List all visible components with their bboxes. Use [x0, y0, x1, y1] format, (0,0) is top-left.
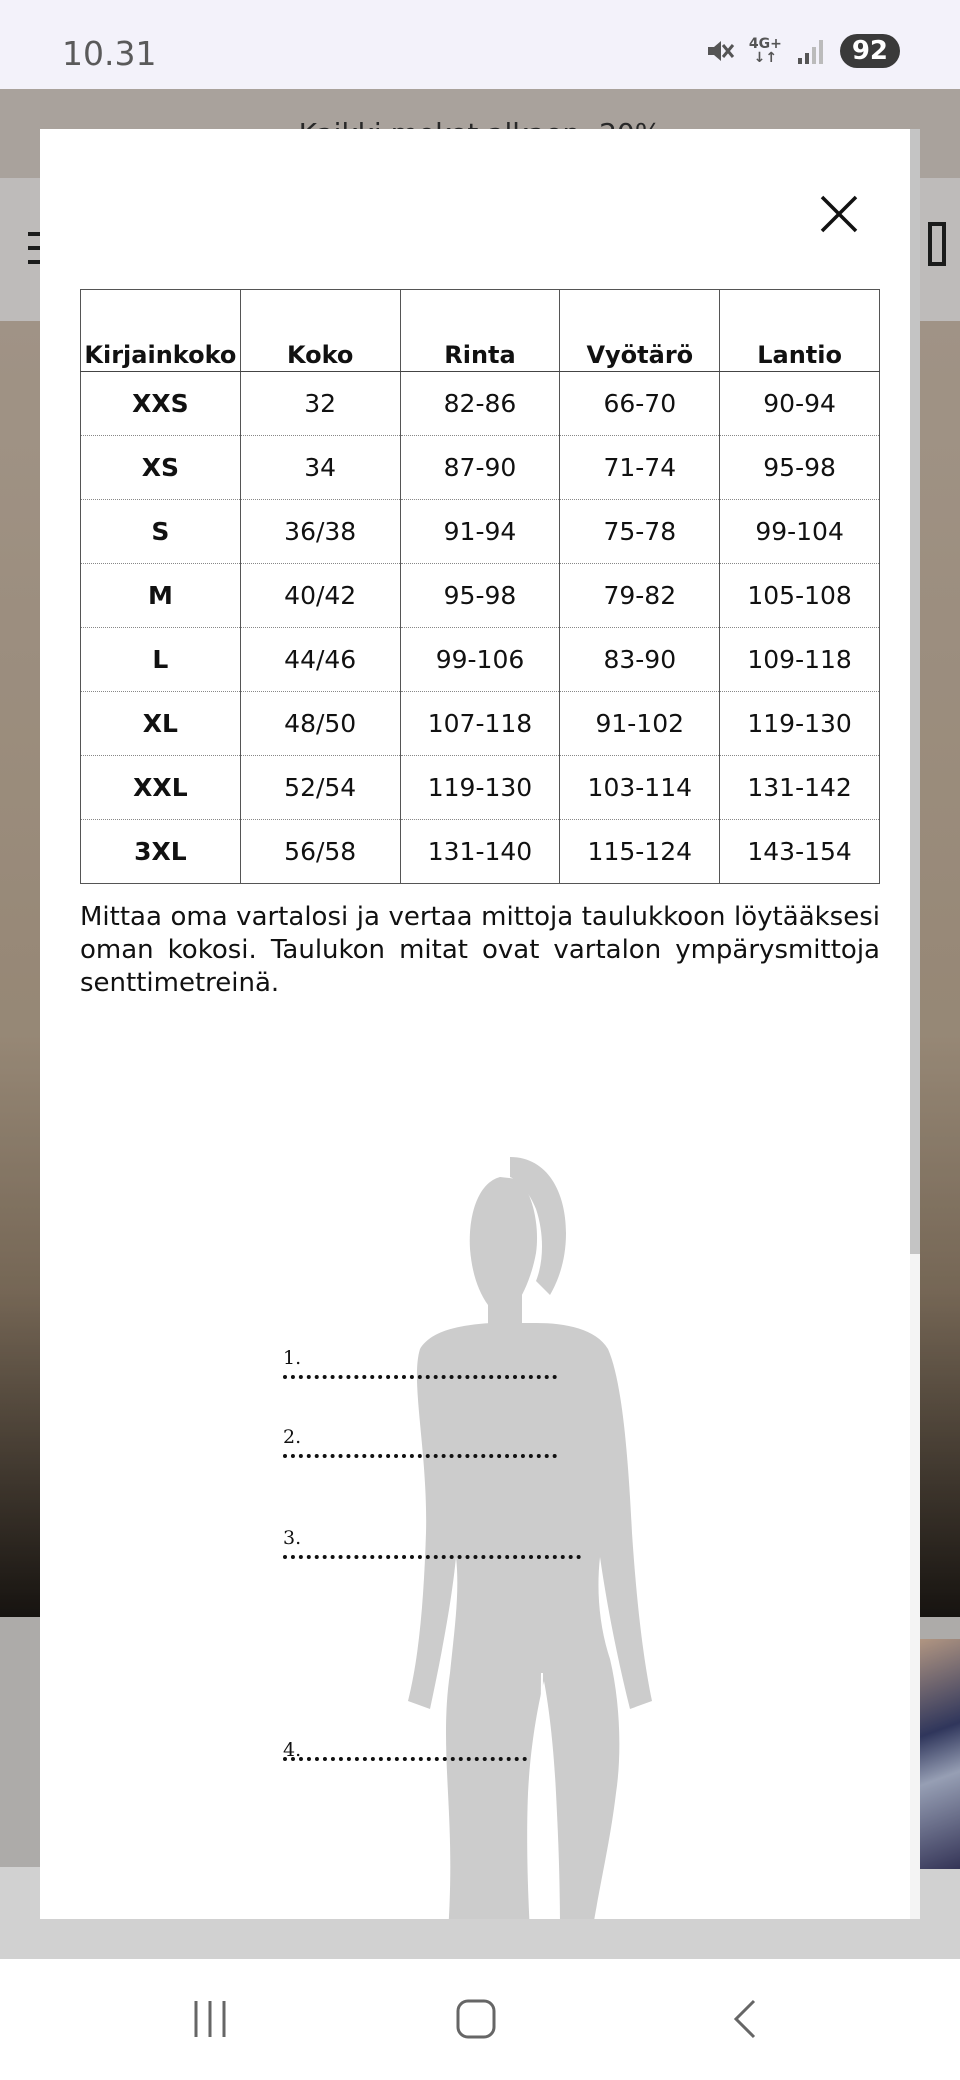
- measurement-line: [283, 1739, 527, 1761]
- chest-cell: 131-140: [400, 820, 560, 884]
- measurement-line: [283, 1347, 557, 1379]
- letter-size-cell: 3XL: [81, 820, 241, 884]
- mute-icon: [705, 36, 735, 66]
- size-cell: 44/46: [240, 628, 400, 692]
- signal-icon: [796, 36, 826, 66]
- column-header: Vyötärö: [560, 290, 720, 372]
- column-header: Kirjainkoko: [81, 290, 241, 372]
- waist-cell: 115-124: [560, 820, 720, 884]
- waist-cell: 79-82: [560, 564, 720, 628]
- hip-cell: 99-104: [720, 500, 880, 564]
- hip-cell: 105-108: [720, 564, 880, 628]
- hip-cell: 95-98: [720, 436, 880, 500]
- measurement-line: [283, 1527, 581, 1559]
- measurement-label: 4.: [283, 1739, 302, 1761]
- chest-cell: 82-86: [400, 372, 560, 436]
- letter-size-cell: M: [81, 564, 241, 628]
- close-icon[interactable]: [814, 189, 864, 239]
- letter-size-cell: XL: [81, 692, 241, 756]
- status-bar: [0, 0, 960, 89]
- letter-size-cell: XXS: [81, 372, 241, 436]
- measurement-line: [283, 1426, 557, 1458]
- waist-cell: 83-90: [560, 628, 720, 692]
- waist-cell: 103-114: [560, 756, 720, 820]
- status-icons: [705, 34, 900, 68]
- size-chart-table: [80, 289, 880, 884]
- chest-cell: 119-130: [400, 756, 560, 820]
- back-icon[interactable]: [724, 1997, 768, 2041]
- table-row: [81, 500, 880, 564]
- waist-cell: 75-78: [560, 500, 720, 564]
- navigation-bar: [0, 1959, 960, 2080]
- letter-size-cell: L: [81, 628, 241, 692]
- size-cell: 32: [240, 372, 400, 436]
- home-icon[interactable]: [454, 1997, 498, 2041]
- waist-cell: 66-70: [560, 372, 720, 436]
- waist-cell: 71-74: [560, 436, 720, 500]
- column-header: Koko: [240, 290, 400, 372]
- recent-apps-icon[interactable]: [188, 1997, 232, 2041]
- dotted-line: [283, 1757, 527, 1761]
- modal-scrollbar[interactable]: [910, 129, 920, 1919]
- chest-cell: 91-94: [400, 500, 560, 564]
- column-header: Lantio: [720, 290, 880, 372]
- table-row: [81, 756, 880, 820]
- table-row: [81, 564, 880, 628]
- column-header: Rinta: [400, 290, 560, 372]
- table-row: [81, 820, 880, 884]
- network-type: 4G+: [748, 36, 782, 52]
- size-cell: 36/38: [240, 500, 400, 564]
- size-cell: 48/50: [240, 692, 400, 756]
- status-time: 10.31: [62, 34, 157, 73]
- hip-cell: 131-142: [720, 756, 880, 820]
- size-cell: 34: [240, 436, 400, 500]
- hip-cell: 143-154: [720, 820, 880, 884]
- table-row: [81, 436, 880, 500]
- table-row: [81, 372, 880, 436]
- network-indicator: [749, 37, 782, 65]
- data-arrows-icon: ↓↑: [753, 50, 778, 66]
- dotted-line: [283, 1454, 557, 1458]
- chest-cell: 95-98: [400, 564, 560, 628]
- waist-cell: 91-102: [560, 692, 720, 756]
- dotted-line: [283, 1555, 581, 1559]
- measurement-label: 3.: [283, 1527, 302, 1549]
- table-header-row: [81, 290, 880, 372]
- dotted-line: [283, 1375, 557, 1379]
- hip-cell: 109-118: [720, 628, 880, 692]
- hip-cell: 119-130: [720, 692, 880, 756]
- modal-scrollbar-thumb[interactable]: [910, 129, 920, 1254]
- chest-cell: 87-90: [400, 436, 560, 500]
- size-cell: 40/42: [240, 564, 400, 628]
- hip-cell: 90-94: [720, 372, 880, 436]
- measurement-label: 1.: [283, 1347, 302, 1369]
- size-cell: 52/54: [240, 756, 400, 820]
- table-row: [81, 628, 880, 692]
- size-guide-modal: [40, 129, 920, 1919]
- letter-size-cell: XS: [81, 436, 241, 500]
- table-row: [81, 692, 880, 756]
- measurement-note: Mittaa oma vartalosi ja vertaa mittoja taulukkoon löytääksesi oman kokosi. Taulukon mitat ovat vartalon ympärysmittoja senttimetreinä.: [80, 902, 880, 998]
- chest-cell: 99-106: [400, 628, 560, 692]
- chest-cell: 107-118: [400, 692, 560, 756]
- measurement-label: 2.: [283, 1426, 302, 1448]
- size-cell: 56/58: [240, 820, 400, 884]
- letter-size-cell: XXL: [81, 756, 241, 820]
- battery-badge: 92: [840, 34, 900, 68]
- letter-size-cell: S: [81, 500, 241, 564]
